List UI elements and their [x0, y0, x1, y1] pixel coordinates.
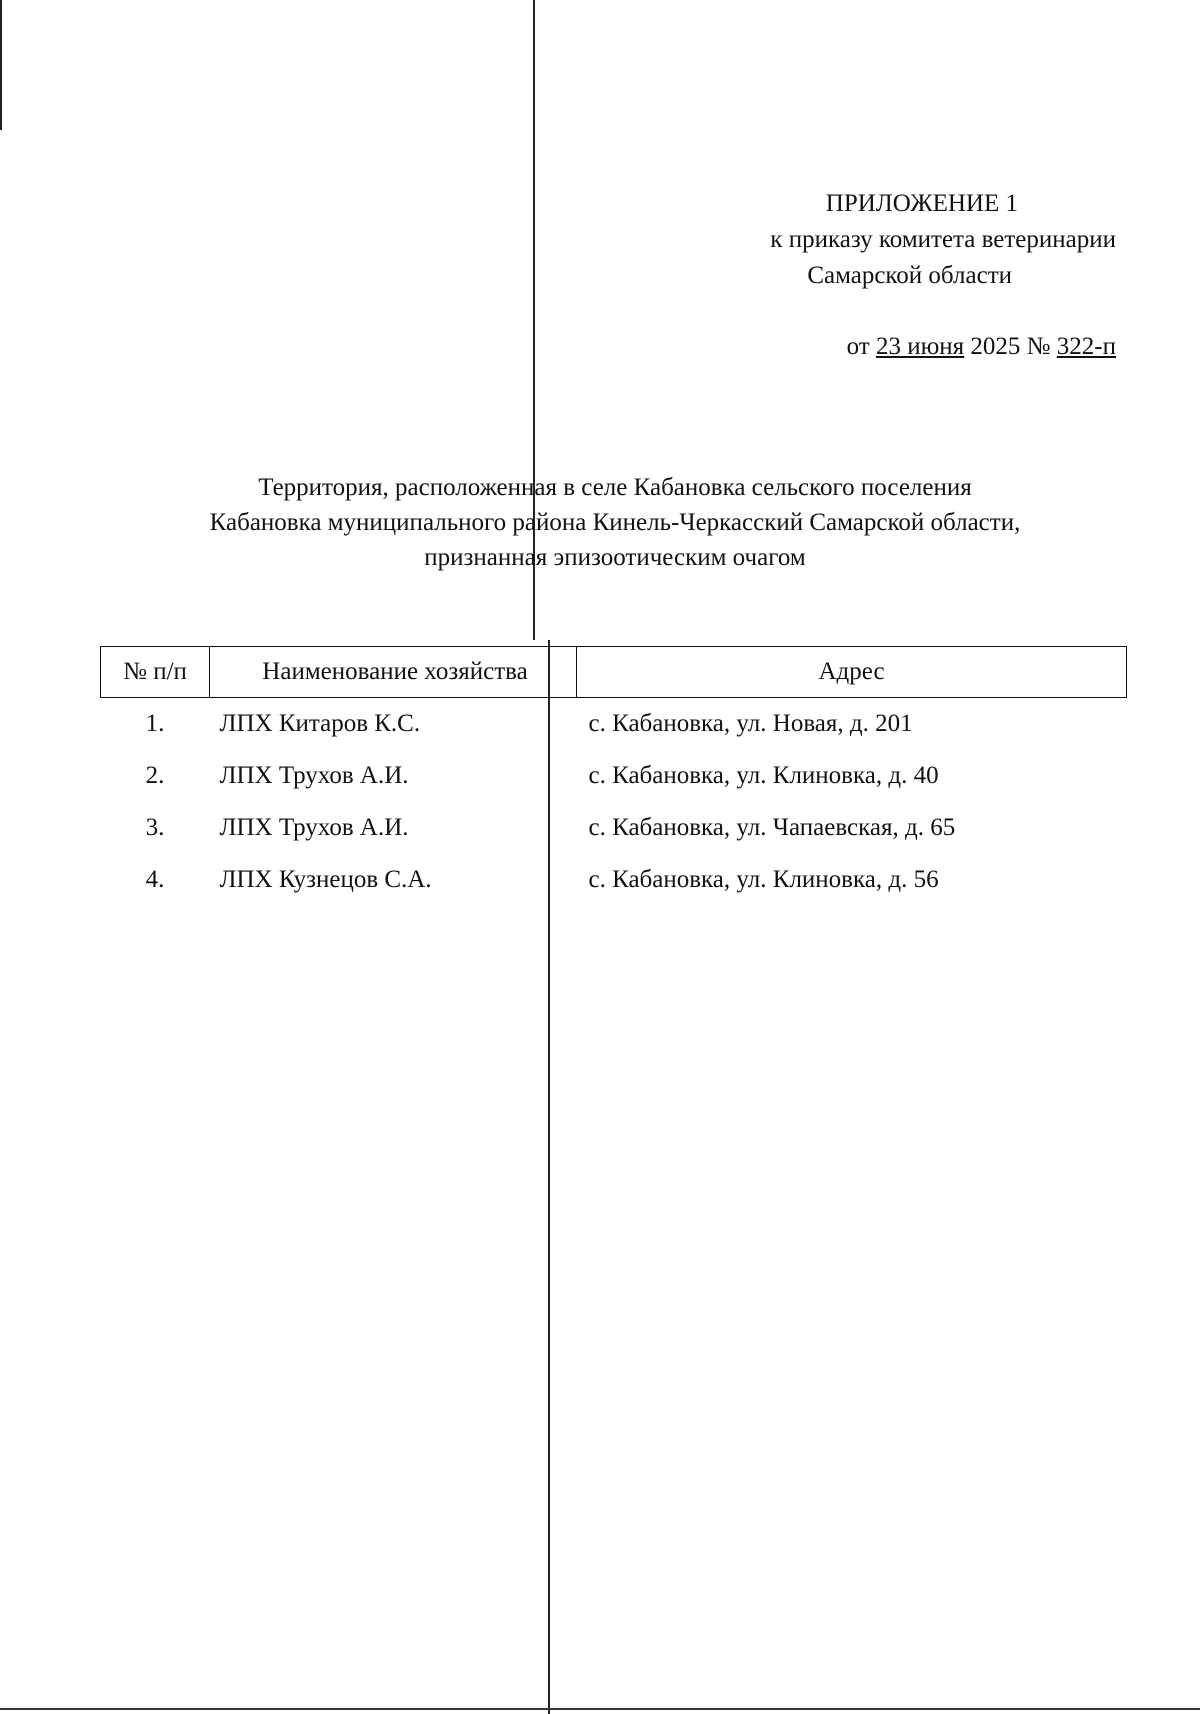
households-table: [100, 646, 1127, 906]
row-address: с. Кабановка, ул. Чапаевская, д. 65: [588, 814, 956, 841]
appendix-title: ПРИЛОЖЕНИЕ 1: [825, 190, 1018, 217]
row-number: 4.: [145, 866, 165, 893]
row-number: 1.: [145, 710, 165, 737]
scan-edge-bottom: [0, 1708, 1200, 1710]
row-address: с. Кабановка, ул. Новая, д. 201: [588, 710, 913, 737]
row-household-name: ЛПХ Китаров К.С.: [219, 710, 421, 737]
row-number: 3.: [145, 814, 165, 841]
heading-line-1: Территория, расположенная в селе Кабановка сельского поселения: [258, 474, 972, 501]
appendix-region: Самарской области: [807, 262, 1012, 289]
order-date: 23 июня: [875, 333, 965, 360]
row-household-name: ЛПХ Трухов А.И.: [219, 762, 409, 789]
appendix-order-reference: к приказу комитета ветеринарии: [770, 226, 1116, 253]
row-household-name: ЛПХ Кузнецов С.А.: [219, 866, 432, 893]
heading-line-3: признанная эпизоотическим очагом: [424, 544, 806, 571]
row-number: 2.: [145, 762, 165, 789]
scan-edge-left: [0, 0, 2, 130]
row-address: с. Кабановка, ул. Клиновка, д. 56: [588, 866, 939, 893]
order-number: 322-п: [1056, 333, 1116, 360]
date-prefix: от: [846, 333, 870, 360]
row-household-name: ЛПХ Трухов А.И.: [219, 814, 409, 841]
table-row: [101, 854, 1127, 906]
order-date-line: [847, 329, 1116, 365]
heading-line-2: Кабановка муниципального района Кинель-Черкасский Самарской области,: [209, 509, 1021, 536]
header-number: № п/п: [101, 647, 210, 698]
table-header-row: [101, 647, 1127, 698]
table-row: [101, 802, 1127, 854]
table-row: [101, 698, 1127, 751]
header-household-name: Наименование хозяйства: [210, 647, 577, 698]
appendix-header: [656, 186, 1116, 294]
header-address: Адрес: [577, 647, 1127, 698]
order-year: 2025 №: [970, 333, 1051, 360]
document-heading: [120, 470, 1110, 575]
table-row: [101, 750, 1127, 802]
row-address: с. Кабановка, ул. Клиновка, д. 40: [588, 762, 939, 789]
